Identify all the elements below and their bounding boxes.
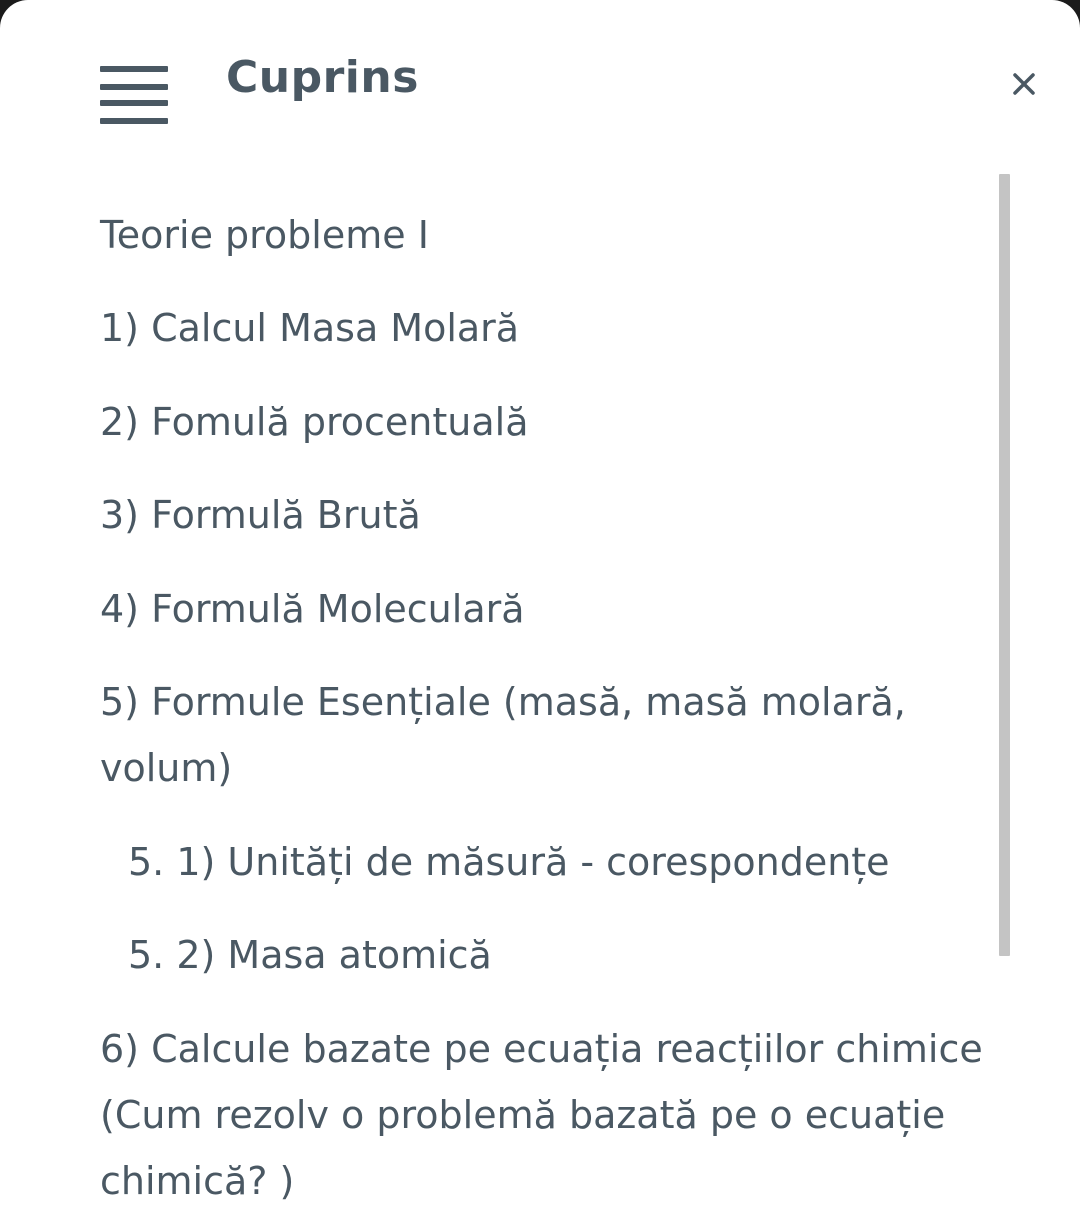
toc-item-5[interactable]: 5) Formule Esențiale (masă, masă molară, volum) — [100, 680, 906, 790]
toc-item-4[interactable]: 4) Formulă Moleculară — [100, 587, 525, 631]
panel-title: Cuprins — [226, 52, 419, 103]
close-button[interactable] — [1002, 62, 1046, 106]
toc-item-2[interactable]: 2) Fomulă procentuală — [100, 400, 529, 444]
toc-item-3[interactable]: 3) Formulă Brută — [100, 493, 421, 537]
toc-item-teorie[interactable]: Teorie probleme I — [100, 213, 429, 257]
toc-item-5-2[interactable]: 5. 2) Masa atomică — [128, 933, 492, 977]
toc-item-6[interactable]: 6) Calcule bazate pe ecuația reacțiilor chimice (Cum rezolv o problemă bazată pe o ecuație chimică? ) — [100, 1027, 983, 1203]
toc-item-1[interactable]: 1) Calcul Masa Molară — [100, 306, 520, 350]
close-icon — [1012, 72, 1036, 96]
scrollbar[interactable] — [999, 174, 1010, 956]
hamburger-menu-icon[interactable] — [100, 66, 168, 126]
toc-item-5-1[interactable]: 5. 1) Unități de măsură - corespondențe — [128, 840, 890, 884]
